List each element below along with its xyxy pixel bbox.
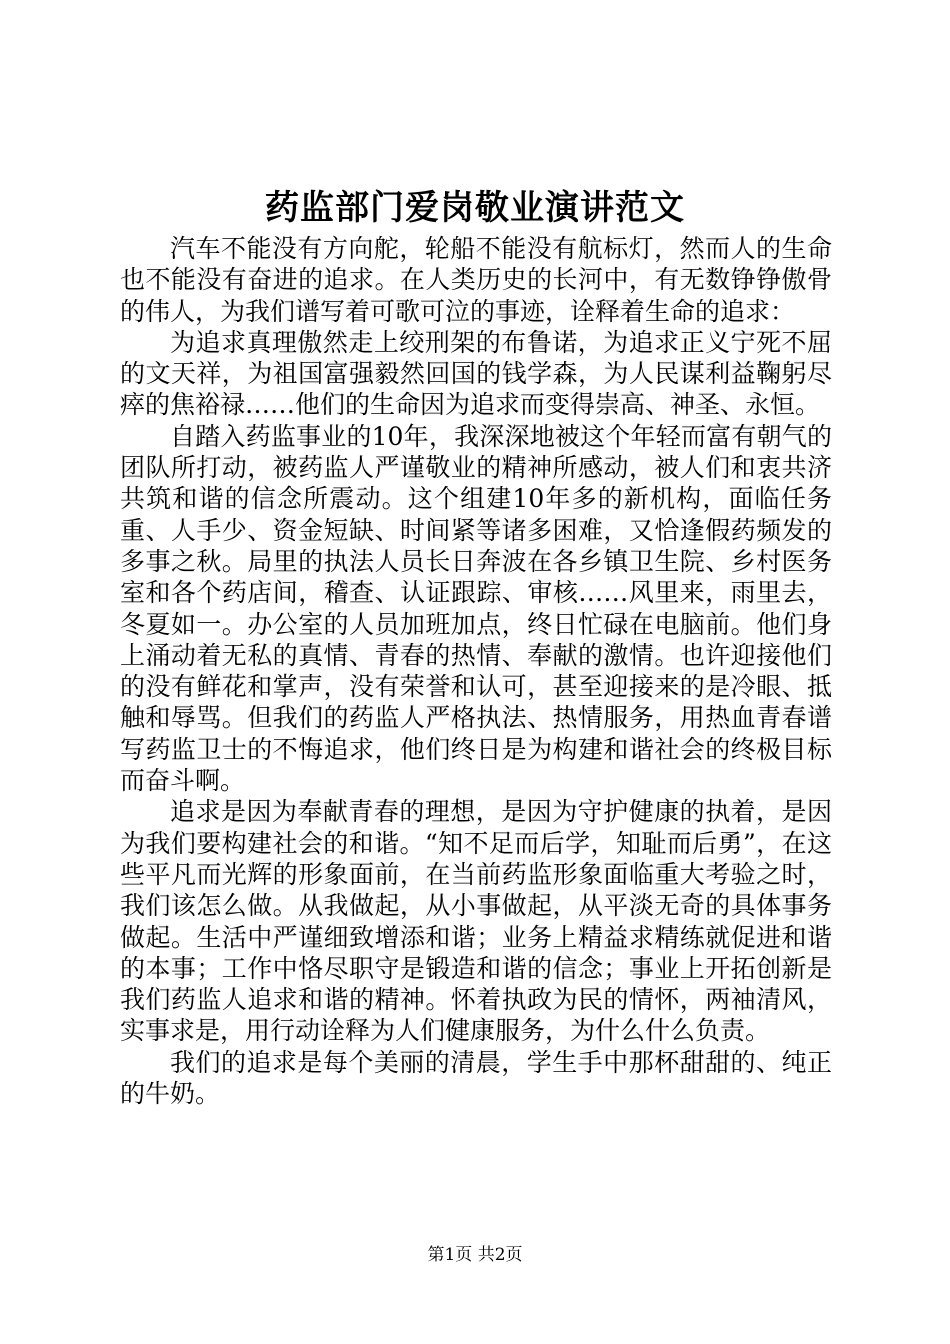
page-number-footer: 第1页 共2页 [427, 1245, 523, 1265]
paragraph-5: 我们的追求是每个美丽的清晨，学生手中那杯甜甜的、纯正的牛奶。 [120, 1047, 832, 1109]
document-body [120, 233, 832, 1109]
paragraph-1: 汽车不能没有方向舵，轮船不能没有航标灯，然而人的生命也不能没有奋进的追求。在人类历史的长河中，有无数铮铮傲骨的伟人，为我们谱写着可歌可泣的事迹，诠释着生命的追求： [120, 234, 832, 326]
paragraph-3: 自踏入药监事业的10年，我深深地被这个年轻而富有朝气的团队所打动，被药监人严谨敬业的精神所感动，被人们和衷共济共筑和谐的信念所震动。这个组建10年多的新机构，面临任务重、人手少、资金短缺、时间紧等诸多困难，又恰逢假药频发的多事之秋。局里的执法人员长日奔波在各乡镇卫生院、乡村医务室和各个药店间，稽查、认证跟踪、审核……风里来，雨里去，冬夏如一。办公室的人员加班加点，终日忙碌在电脑前。他们身上涌动着无私的真情、青春的热情、奉献的激情。也许迎接他们的没有鲜花和掌声，没有荣誉和认可，甚至迎接来的是冷眼、抵触和辱骂。但我们的药监人严格执法、热情服务，用热血青春谱写药监卫士的不悔追求，他们终日是为构建和谐社会的终极目标而奋斗啊。 [120, 421, 832, 796]
document-title: 药监部门爱岗敬业演讲范文 [265, 188, 685, 228]
paragraph-4: 追求是因为奉献青春的理想，是因为守护健康的执着，是因为我们要构建社会的和谐。“知不足而后学，知耻而后勇”，在这些平凡而光辉的形象面前，在当前药监形象面临重大考验之时，我们该怎么做。从我做起，从小事做起，从平淡无奇的具体事务做起。生活中严谨细致增添和谐；业务上精益求精练就促进和谐的本事；工作中恪尽职守是锻造和谐的信念；事业上开拓创新是我们药监人追求和谐的精神。怀着执政为民的情怀，两袖清风，实事求是，用行动诠释为人们健康服务，为什么什么负责。 [120, 797, 832, 1046]
paragraph-2: 为追求真理傲然走上绞刑架的布鲁诺，为追求正义宁死不屈的文天祥，为祖国富强毅然回国的钱学森，为人民谋利益鞠躬尽瘁的焦裕禄……他们的生命因为追求而变得崇高、神圣、永恒。 [120, 327, 832, 420]
